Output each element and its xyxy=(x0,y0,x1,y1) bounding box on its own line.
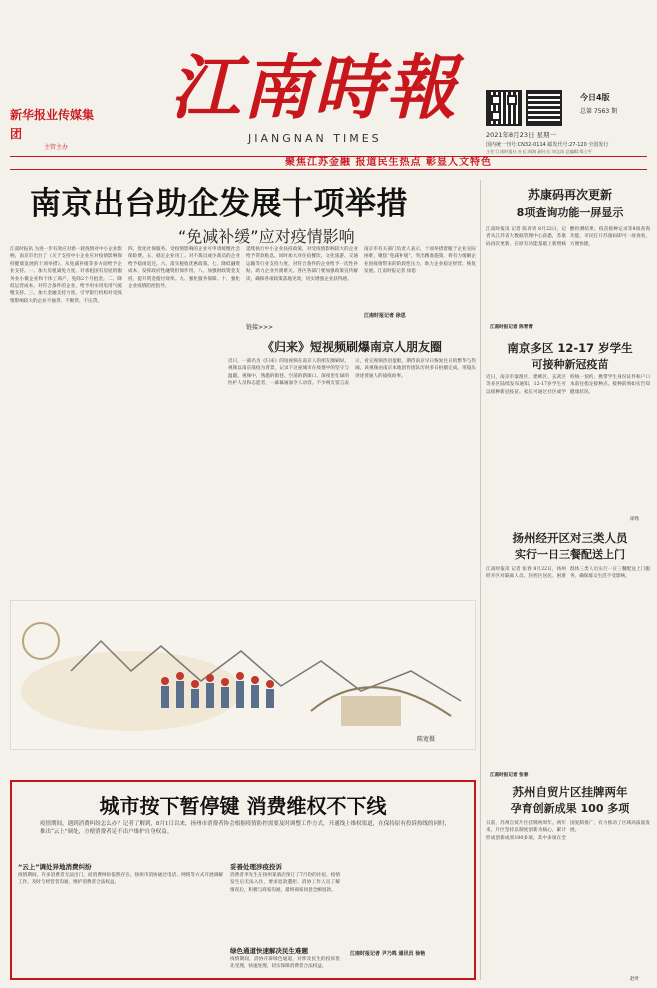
right-bottom-headline-1: 苏州自贸片区挂牌两年 xyxy=(512,785,628,799)
lead-headline: 南京出台助企发展十项举措 xyxy=(30,186,408,222)
bottom-sub3-body: 疫情期间，消协开辟绿色通道，对涉及民生的投诉优先受理、快速处理，切实保障消费者合法权益。 xyxy=(230,957,340,970)
right-mid-body: 近日，南京市秦淮区、建邺区、玄武区等多区陆续发布通知，12-17岁学生可以接种新冠疫苗。家长可通过社区或学校统一预约，携带学生身份证件和户口本前往指定接种点。接种前须如实告知健康状况。 xyxy=(486,375,650,395)
right-low-byline: 江南时报记者 张春 xyxy=(490,773,529,778)
right-top-byline: 江南时报记者 陈青青 xyxy=(490,325,533,330)
bottom-sub1-body: 疫情期间，许多消费者无法出门，而消费纠纷依然存在。扬州市消协通过电话、网络等方式开展调解工作，及时与经营者沟通，维护消费者合法权益。 xyxy=(18,873,223,886)
group-logo-text: 新华报业传媒集团 xyxy=(10,108,95,141)
cn-number: 国内统一刊号:CN32-0114 邮发代号:27-120 全国发行 xyxy=(486,142,609,148)
lead-col-1: 江南时报讯 为进一步有效应对新一轮疫情对中小企业影响，南京市出台了《关于支持中小企业应对疫情影响保持健康发展的十项举措》，从免减补缓等多方面给予企业支持。一、加大房租减免力度。对承租国有房屋的服务业小微企业和个体工商户，免除2个月租金。二、降低运营成本。对符合条件的企业，给予用水用电用气缓缴支持。三、加大金融支持力度。引导银行机构对受疫情影响较大的企业不抽贷、不断贷、不压贷。 xyxy=(10,247,122,304)
masthead-title xyxy=(170,48,470,136)
right-bottom-headline-2: 孕育创新成果 100 多项 xyxy=(510,802,630,815)
lead-subheadline: “免减补缓”应对疫情影响 xyxy=(178,227,355,246)
right-top-headline-1: 苏康码再次更新 xyxy=(527,188,612,202)
lead-col-2: 四、优化社保服务。受疫情影响的企业可申请缓缴社会保险费。五、稳定企业用工。对不裁员或少裁员的企业给予稳岗返还。六、落实税收优惠政策。七、降低融资成本，发挥政府性融资担保作用。八、加强财政资金支持，提升资金拨付效率。九、强化服务保障。十、强化企业疫情防控指导。 xyxy=(128,247,240,290)
lead-col-4: 南京市有关部门负责人表示，十项举措着眼于企业实际困难，聚焦“免减补缓”，突出精准施策，将有力缓解企业因疫情带来的阶段性压力，助力企业稳定经营、恢复发展。江南时报记者 徐思 xyxy=(364,247,476,275)
bottom-sub3: 绿色通道快速解决民生难题 xyxy=(230,947,308,955)
issue-no: 总第 7563 期 xyxy=(580,108,618,115)
bottom-intro: 疫情期间，遇到消费纠纷怎么办？记者了解到，8月1日以来，扬州市消费者协会根据疫情防控需要及时调整工作方式，开通线上维权渠道，在保持原有投诉热线的同时，推出“云上”调处，方便消费者足不出户维护自身权益。 xyxy=(40,821,450,835)
right-top-body: 江南时报讯 记者 陈青青 8月22日，记者从江苏省大数据管理中心获悉，苏康码再次更新，在原有功能基础上新增核酸检测结果、疫苗接种记录等8项查询功能，市民打开苏康码即可一屏查看，方便快捷。 xyxy=(486,227,650,247)
right-low-headline-1: 扬州经开区对三类人员 xyxy=(512,531,628,545)
right-low-body: 江南时报讯 记者 张春 8月22日，扬州经开区对隔离人员、封控区居民、困难群体三类人员实行一日三餐配送上门服务，确保群众生活不受影响。 xyxy=(486,567,650,580)
qr-code-2 xyxy=(526,90,562,126)
bottom-sub1: “云上”调处异地消费纠纷 xyxy=(18,863,92,871)
link-body: 近日，一部名为《归来》的短视频在南京人的朋友圈刷屏。视频以南京战疫为背景，记录下这座城市在疫情中的坚守与温暖。视频中，熟悉的街巷、空荡的新街口、深夜里忙碌的医护人员和志愿者，一幕幕画面令人动容。不少网友留言表示，看完视频热泪盈眶，期待南京早日恢复往日的繁华与热闹。该视频由南京本地创作团队历时多日拍摄完成，用镜头讲述普通人的战疫故事。 xyxy=(228,359,476,387)
title-pinyin: JIANGNAN TIMES xyxy=(248,132,382,145)
right-top-headline-2: 8项查询功能一屏显示 xyxy=(516,206,624,219)
right-mid-headline-1: 南京多区 12-17 岁学生 xyxy=(507,341,633,355)
bottom-byline: 江南时报记者 尹乃鸣 通讯员 徐艳 xyxy=(350,951,426,957)
title-text: 江南時報 xyxy=(170,46,458,129)
staff-line: 主任:江南时报社 社长:周海 副社长:刘文涛 总编辑:郑立平 xyxy=(486,149,592,154)
image-caption: 陈宽摄 xyxy=(416,736,435,743)
right-mid-byline: 徐铁 xyxy=(630,517,640,522)
link-tag: 链接>>> xyxy=(246,324,274,331)
right-column-divider xyxy=(480,180,481,980)
lead-col-3: 延续执行中小企业扶持政策，对受疫情影响较大的企业给予贷款贴息。同时加大对住宿餐饮、文化旅游、交通运输等行业支持力度，对符合条件的企业给予一次性补贴，助力企业共渡难关。各区各部门要加强政策宣传解读，确保各项政策落地见效，切实增强企业获得感。 xyxy=(246,247,358,282)
sponsor-text: 主管主办 xyxy=(44,144,69,151)
link-title: 《归来》短视频刷爆南京人朋友圈 xyxy=(261,340,442,354)
bottom-headline: 城市按下暂停键 消费维权不下线 xyxy=(99,794,387,818)
lead-byline: 江南时报记者 徐思 xyxy=(364,313,406,319)
bottom-sub2-body: 消费者李先生在扬州某酒店预订了7月份的住宿，疫情发生后无法入住，要求退款遭拒。消协工作人员了解情况后，积极与商家沟通，最终商家同意全额退款。 xyxy=(230,873,340,893)
illustration xyxy=(10,600,476,750)
edition: 今日4版 xyxy=(580,93,610,102)
illustration-svg xyxy=(11,601,476,750)
slogan-bar xyxy=(10,156,647,170)
group-logo xyxy=(10,104,105,151)
right-low-headline-2: 实行一日三餐配送上门 xyxy=(515,548,625,561)
right-mid-headline-2: 可接种新冠疫苗 xyxy=(531,358,609,371)
qr-code xyxy=(486,90,522,126)
edition-block xyxy=(580,92,650,115)
date: 2021年8月23日 星期一 xyxy=(486,131,557,139)
right-bottom-body: 日前，苏州自贸片区挂牌两周年。两年来，片区坚持以制度创新为核心，累计形成创新成果100多项，其中多项在全国复制推广，有力推动了区域高质量发展。 xyxy=(486,821,650,841)
slogan-text: 聚焦江苏金融 报道民生热点 彰显人文特色 xyxy=(285,157,492,168)
bottom-sub2: 妥善处理涉疫投诉 xyxy=(230,863,282,871)
right-bottom-byline: 赵叶 xyxy=(630,977,640,982)
